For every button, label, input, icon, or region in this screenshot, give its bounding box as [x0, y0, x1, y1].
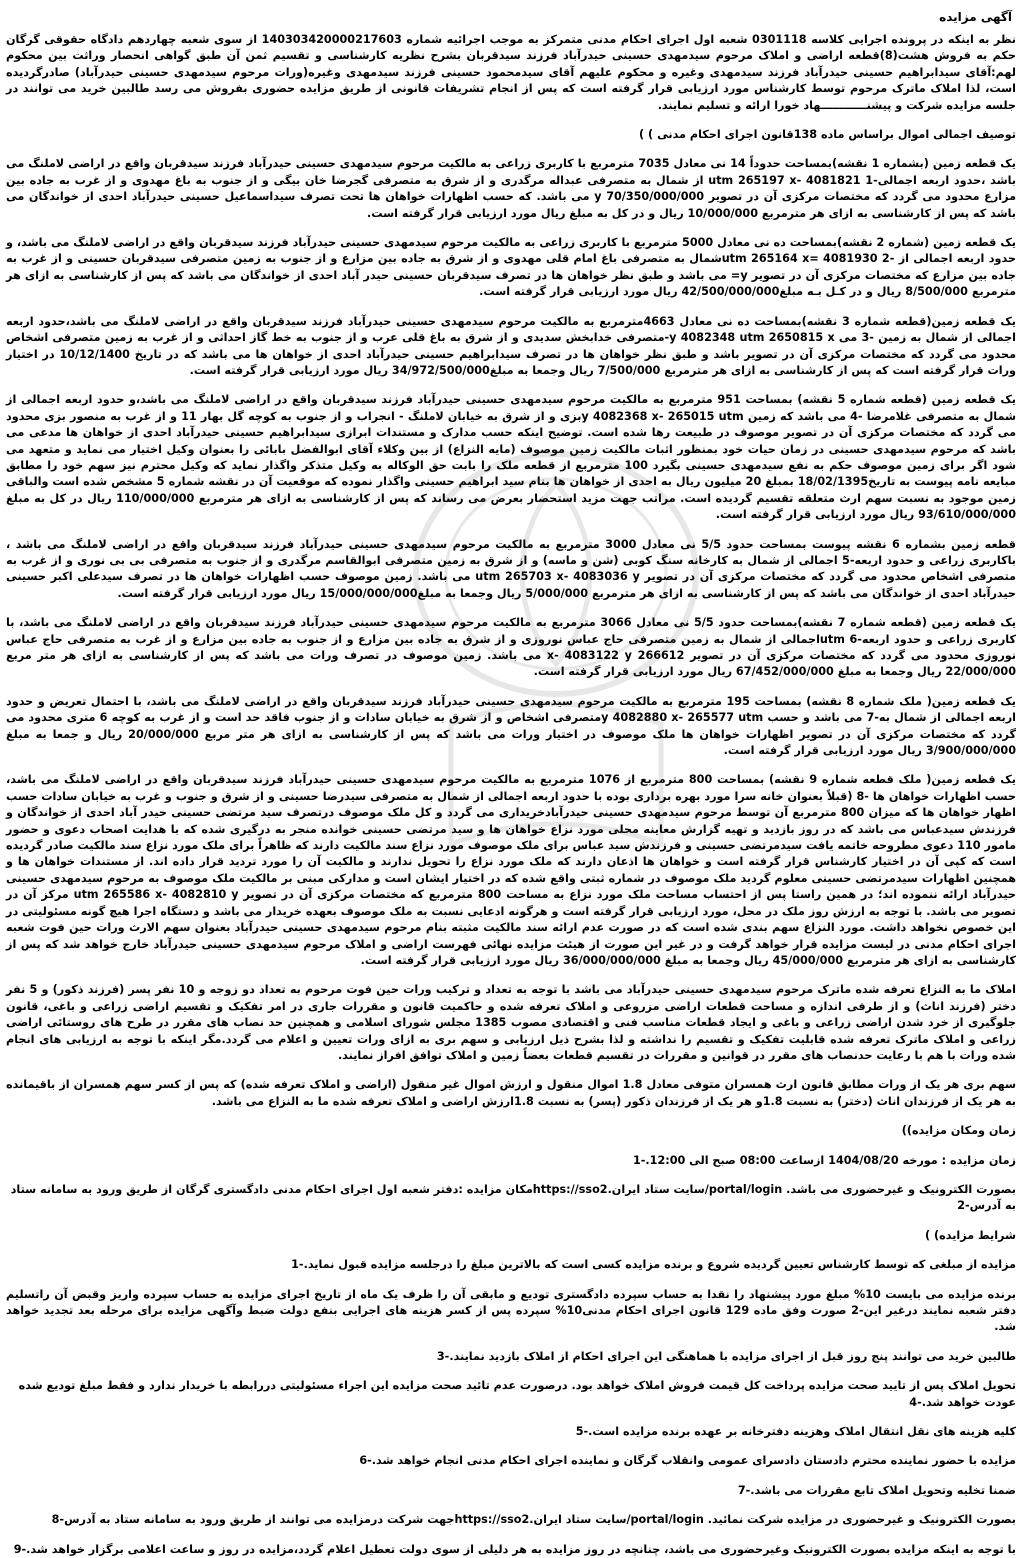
condition-1: مزایده از مبلغی که توسط کارشناس تعیین گردیده شروع و برنده مزایده کسی است که بالاترین مبلغ را درجلسه مزایده قبول نماید.-1	[291, 1258, 1016, 1272]
notice-title: آگهی مزایده	[939, 10, 1012, 24]
property-item-4: یک قطعه زمین (قطعه شماره 5 نقشه) بمساحت 951 مترمربع به مالکیت مرحوم سیدمهدی حسینی حیدرآباد فرزند سیدقربان واقع در اراضی لاملنگ می باشد،و حدود اربعه اجمالی از شمال به متصرفی غلامرضا -4 می باشد که زمین y 4082368 x- 265015 utmبزی و از شرق به خیابان لاملنگ - انجراب و از جنوب به کوچه گل بهار 11 و از غرب به منصور بزی محدود می گردد که مختصات مرکزی آن در تصویر موصوف در طبیعت رها شده است. توضیح اینکه حسب مدارک و مستندات ابرازی سیدابراهیم حسینی حیدرآباد احدی از خواهان ها مدعی می باشد که مرحوم سیدمهدی حسینی در زمان حیات خود بمنظور اثبات مالکیت زمین موصوف (مایه النزاع) از بین وکلاء آقای ابوالفضل بابائی را بعنوان وکیل اختیار می نماید و متعهد می شود اگر برای زمین موصوف حکم به نفع سیدمهدی حسینی بگیرد 100 مترمربع از قطعه ملک را بابت حق الوکاله به وکیل متذکر واگذار نماید که وکیل محترم نیز سهم خود را مطابق مبایعه نامه پیوست به تاریخ18/02/1395 بمبلغ 20 میلیون ریال به احدی از خواهان ها بنام سید ابراهیم حسینی واگذار نموده که موقعیت آن در نقشه شماره 5 مشخص شده است والباقی زمین موجود به نسبت سهم ارث متعلقه تقسیم گردیده است. مراتب جهت مزید استحضار بعرض می رساند که پس از کارشناسی به ازای هر مترمربع 110/000/000 ریال در کل به مبلغ 93/610/000/000 ریال مورد ارزیابی قرار گرفته است.	[6, 393, 1016, 522]
property-item-6: یک قطعه زمین (قطعه شماره 7 نقشه)بمساحت حدود 5/5 نی معادل 3066 مترمربع به مالکیت مرحوم سیدمهدی حسینی حیدرآباد فرزند سیدقربان واقع در اراضی لاملنگ می باشد، با کاربری زراعی و حدود اربعه-6 utmاجمالی از شمال به زمین متصرفی حاج عباس نوروزی و از شرق به جاده بین مزارع و از جنوب به جاده بین مزارع و از غرب به متصرفی حاج عباس نوروزی محدود می گردد که مختصات مرکزی آن در تصویر 266612 x- 4083122 y می باشد. زمین موصوف در تصرف ورات می باشد که پس از کارشناسی به ازای هر متر مربع 22/000/000 ریال وجمعا به مبلغ 67/452/000/000 ریال مورد ارزیابی قرار گرفته است.	[6, 616, 1016, 679]
property-item-5: قطعه زمین بشماره 6 نقشه پیوست بمساحت حدود 5/5 نی معادل 3000 مترمربع به مالکیت مرحوم سیدمهدی حسینی حیدرآباد فرزند سیدقربان واقع در اراضی لاملنگ می باشد ، باکاربری زراعی و حدود اربعه-5 اجمالی از شمال به کارخانه سنگ کوبی (شن و ماسه) و از شرق به زمین متصرفی ابوالقاسم مرگدری و از جنوب به متصرفی بی بی نوری و از غرب به متصرفی اشخاص محدود می گردد که مختصات مرکزی آن در تصویر utm 265703 x- 4083036 y می باشد. زمین موصوف حسب اظهارات خواهان ها در تصرف سیدعلی اکبر حسینی حیدرآباد احدی از خواندگان می باشد که پس از کارشناسی به ازای هر مترمربع 5/000/000 ریال وجمعا به مبلغ15/000/000/000 ریال مورد ارزیابی قرار گرفته است.	[6, 537, 1016, 600]
time-place-header: زمان ومکان مزایده))	[901, 1124, 1016, 1138]
auction-time: زمان مزایده : مورخه 1404/08/20 ازساعت 08:00 صبح الی 12:00.-1	[632, 1153, 1016, 1167]
condition-4: تحویل املاک پس از تایید صحت مزایده پرداخت کل قیمت فروش املاک خواهد بود. درصورت عدم تائید صحت مزایده این اجراء مسئولیتی دررابطه با خریدار ندارد و فقط مبلغ تودیع شده عودت خواهد شد.-4	[18, 1379, 1016, 1409]
condition-7: ضمنا تخلیه وتحویل املاک تابع مقررات می باشد.-7	[737, 1483, 1016, 1497]
condition-5: کلیه هزینه های نقل انتقال املاک وهزینه دفترخانه بر عهده برنده مزایده است.-5	[575, 1425, 1016, 1439]
auction-place: بصورت الکترونیک و غیرحضوری می باشد. portal/login/سایت ستاد ایران.https://sso2مکان مزایده :دفتر شعبه اول اجرای احکام مدنی دادگستری گرگان از طریق ورود به سامانه ستاد به آدرس-2	[10, 1182, 1016, 1213]
conditions-header: شرایط مزایده) )	[925, 1228, 1016, 1242]
condition-6: مزایده با حضور نماینده محترم دادستان دادسرای عمومی وانقلاب گرگان و نماینده اجرای احکام مدنی انجام خواهد شد.-6	[359, 1454, 1016, 1468]
property-item-3: یک قطعه زمین(قطعه شماره 3 نقشه)بمساحت ده نی معادل 4663مترمربع به مالکیت مرحوم سیدمهدی حسینی حیدرآباد فرزند سیدقربان واقع در اراضی لاملنگ می باشد،حدود اربعه اجمالی از شمال به زمین -3 می y 4082348 utm 2650815 x-متصرفی خدابخش سدیدی و از شرق به باغ قلی عرب و از جنوب به خط گاز احداثی و از غرب به زمین متصرفی اشخاص محدود می گردد که مختصات مرکزی آن در تصویر باشد و طبق نظر خواهان ها در تصرف سیدابراهیم حسینی حیدرآباد احدی از خواهان ها می باشد که در تاریخ 10/12/1400 در اختیار ورات قرار گرفته است که پس از کارشناسی به ازای هر مترمربع 7/500/000 ریال وجمعا به مبلغ34/972/500/000 ریال مورد ارزیابی قرار گرفته است.	[6, 314, 1016, 377]
condition-9: با توجه به اینکه مزایده بصورت الکترونیک وغیرحضوری می باشد، چنانچه در روز مزایده به هر دلیلی از سوی دولت تعطیل اعلام گردد،مزایده در روز و ساعت اعلامی برگزار خواهد شد.-9	[13, 1542, 1016, 1556]
shares-paragraph: سهم بری هر یک از ورات مطابق قانون ارث همسران متوفی معادل 1.8 اموال منقول و ارزش اموال غیر منقول (اراضی و املاک تعرفه شده) که پس از کسر سهم همسران از باقیمانده به هر یک از فرزندان اناث (دختر) به نسبت 1.8و هر یک از فرزندان ذکور (پسر) به نسبت 1.8ارزش اراضی و املاک تعرفه شده ما به النزاع می باشد.	[6, 1078, 1016, 1108]
property-item-1: یک قطعه زمین (بشماره 1 نقشه)بمساحت حدوداً 14 نی معادل 7035 مترمربع با کاربری زراعی به مالکیت مرحوم سیدمهدی حسینی حیدرآباد فرزند سیدقربان واقع در اراضی لاملنگ می باشد ،حدود اربعه اجمالی-1 utm 265197 x- 4081821 از شمال به متصرفی عبداله مرگدری و از شرق به متصرفی گجرضا خان بیگی و از جنوب به باغ مهدوی و از غرب به جاده بین مزارع محدود می گردد که مختصات مرکزی آن در تصویر y 70/350/000/000 می باشد. که حسب اظهارات خواهان ها تحت تصرف سیداسماعیل حسینی حیدرآباد احدی از خواندگان می باشد که پس از کارشناسی به ازای هر مترمربع 10/000/000 ریال و در کل به مبلغ ریال مورد ارزیابی قرار گرفته است.	[6, 157, 1017, 220]
intro-paragraph: نظر به اینکه در پرونده اجرایی کلاسه 0301118 شعبه اول اجرای احکام مدنی متمرکز به موجب اجرائیه شماره 140303420000217603 از سوی شعبه چهاردهم دادگاه حقوقی گرگان حکم به فروش هشت(8)قطعه اراضی و املاک مرحوم سیدمهدی حسینی حیدرآباد فرزند سیدقربان بشرح نظریه کارشناسی و تقسیم ثمن آن طبق گواهی انحصار وراثت بین محکوم لهم:آقای سیدابراهیم حسینی حیدرآباد فرزند سیدمهدی وغیره و محکوم علیهم آقای سیدمحمود حسینی فرزند سیدمهدی وغیره(ورات مرحوم سیدمهدی حسینی حیدرآباد) صادرگردیده است، لذا املاک ماترک مرحوم توسط کارشناس مورد ارزیابی قرار گرفته است که پس از انجام تشریفات قانونی از طریق مزایده حضوری بفروش می رسد طالبین خرید می توانند در جلسه مزایده شرکت و پیشنــــــــــــهاد خورا ارائه و تسلیم نمایند.	[6, 33, 1016, 112]
condition-3: طالبین خرید می توانند پنج روز قبل از اجرای مزایده با هماهنگی این اجرای احکام از املاک بازدید نمایند.-3	[436, 1349, 1016, 1363]
heirs-paragraph: املاک ما به النزاع تعرفه شده ماترک مرحوم سیدمهدی حسینی حیدرآباد می باشد با توجه به تعداد و ترکیب ورات حین فوت مرحوم به تعداد دو زوجه و 10 نفر پسر (فرزند ذکور) و 5 نفر دختر (فرزند اناث) و از طرفی اندازه و مساحت قطعات اراضی مزروعی و املاک تعرفه شده و حاکمیت قانون و مقررات جاری در امر تفکیک و تقسیم اراضی زراعی و باغی، قانون جلوگیری از خرد شدن اراضی زراعی و باغی و ایجاد قطعات مناسب فنی و اقتصادی مصوب 1385 مجلس شورای اسلامی و همچنین حد نصاب های مقرر در طرح های روستائی اراضی زراعی و املاک ماترک تعرفه شده قابلیت تفکیک و تقسیم را نداشته و لذا بشرح ذیل ارزیابی و سهم بری به ازای ورات تعیین و اعلام می گردد.مگر اینکه با توجه به ارزیابی های انجام شده ورات با هم با رعایت حدنصاب های مقرر در قوانین و مقررات در تقسیم قطعات بعضاً زمین و املاک توافق افراز نمایند.	[6, 983, 1017, 1062]
property-item-7: یک قطعه زمین( ملک شماره 8 نقشه) بمساحت 195 مترمربع به مالکیت مرحوم سیدمهدی حسینی حیدرآباد فرزند سیدقربان واقع در اراضی لاملنگ می باشد، با احتمال تعریض و حدود اربعه اجمالی از شمال به-7 می باشد و حسب y 4082880 x- 265577 utmمتصرفی اشخاص و از شرق به خیابان سادات و از جنوب فاقد حد است و از غرب به کوچه 6 متری محدود می گردد که مختصات مرکزی آن در تصویر اظهارات خواهان ها ملک موصوف در اختیار ورات می باشد که پس از کارشناسی به ازای هر متر مربع 20/000/000 ریال و جمعا به مبلغ 3/900/000/000 ریال مورد ارزیابی قرار گرفته است.	[6, 694, 1016, 758]
property-item-2: یک قطعه زمین (شماره 2 نقشه)بمساحت ده نی معادل 5000 مترمربع با کاربری زراعی به مالکیت مرحوم سیدمهدی حسینی حیدرآباد فرزند سیدقربان واقع در اراضی لاملنگ می باشد، و حدود اربعه اجمالی از -2 utm 265164 x= 4081930شمال به متصرفی باغ امام قلی مهدوی و از شرق به جاده بین مزارع و از جنوب به زمین متصرفی سیدقربان حسینی و از غرب به جاده بین مزارع که مختصات مرکزی آن در تصویر y= می باشد و طبق نظر خواهان ها در تصرف سیدقربان حسینی حیدر آباد احدی از خواندگان می باشد که پس از کارشناسی به ازای هر مترمربع 8/500/000 ریال و در کـل بـه مبلغ42/500/000/000 ریال مورد ارزیابی قرار گرفته است.	[6, 236, 1016, 299]
condition-2: برنده مزایده می بایست 10% مبلغ مورد پیشنهاد را نقدا به حساب سپرده دادگستری تودیع و مابقی آن را ظرف یک ماه از تاریخ اجرای مزایده به حساب سپرده واریز وقبض آن راتسلیم دفتر شعبه نمایند درغیر این-2 صورت وفق ماده 129 قانون اجرای احکام مدنی10% سپرده پس از کسر هزینه های اجرایی بنفع دولت ضبط وآگهی مزایده برای مرحله بعد تجدید خواهد شد.	[6, 1287, 1016, 1334]
condition-8: بصورت الکترونیک و غیرحضوری در مزایده شرکت نمائید. portal/login/سایت ستاد ایران.https://sso2جهت شرکت درمزایده می توانند از طریق ورود به سامانه ستاد به آدرس-8	[51, 1513, 1016, 1527]
property-item-8: یک قطعه زمین( ملک قطعه شماره 9 نقشه) بمساحت 800 مترمربع از 1076 مترمربع به مالکیت مرحوم سیدمهدی حسینی حیدرآباد فرزند سیدقربان واقع در اراضی لاملنگ می باشد، حسب اظهارات خواهان ها -8 (قبلاً بعنوان خانه سرا مورد بهره برداری بوده با حدود اربعه اجمالی از شمال به متصرفی سیدرضا حسینی و از شرق و جنوب و غرب به خیابان سادات حسب اظهار خواهان ها که میزان 800 مترمربع آن توسط مرحوم سیدمهدی حسینی حیدرآبادخریداری می گردد و کل ملک موصوف درتصرف سید مرتضی حسینی حیدر آباد احدی از خواندگان و فرزندش سیدعباس می باشد که در روز بازدید و تهیه گزارش معاینه محلی مورد نزاع خواهان ها و سید مرتضی حسینی خوانده منجر به درگیری شده که با هدایت اصحاب دعوی و حضور مامور 110 دعوی مطروحه خاتمه یافت سیدمرتضی حسینی و فرزندش سید عباس برای ملک موصوف مورد نزاع سند مالکیت دارند که ظاهراً برای ملک مورد نزاع سند مالکیت صادر گردیده است که کپی آن در اختیار کارشناس قرار گرفته است و خواهان ها اذعان دارند که ملک مورد نزاع را تحویل ندارند و مالکیت آن را مورد تردید قرار داده اند. از مستندات خواهان ها و همچنین اظهارات سیدمرتضی حسینی معلوم گردید ملک موصوف در شماره ثبتی واقع شده که در اختیار ایشان است و مدارکی مبنی بر مالکیت ملک موصوف به مرحوم سیدمهدی حسینی حیدرآباد ارائه ننموده اند؛ در همین راستا پس از احتساب مساحت ملک مورد نزاع به مساحت 800 مترمربع که مختصات مرکزی آن در تصویر utm 265586 x- 4082810 y مرکز آن در تصویر می باشد. با توجه به ارزش روز ملک در محل، مورد ارزیابی قرار گرفته است و هرگونه ادعایی نسبت به ملک موصوف بعهده خریدار می باشد و دستگاه اجرا هیچ گونه مسئولیتی در این خصوص نخواهد داشت. مورد النزاع سهم بندی شده است که در صورت عدم ارائه سند مالکیت مثبته بنام مرحوم سیدمهدی حسینی حیدرآباد بعنوان سهم الارث ورات حین فوت شعبه اجرای احکام مدنی در لیست مزایده قرار خواهد گرفت و در غیر این صورت از هیئت مزایده نهائی فهرست اراضی و املاک مرحوم سیدمهدی حسینی حیدرآباد خارج خواهد شد که پس از کارشناسی به ازای هر مترمربع 45/000/000 ریال وجمعا به مبلغ 36/000/000/000 ریال مورد ارزیابی قرار گرفته است.	[6, 773, 1016, 967]
notice-page	[6, 4, 1017, 1556]
description-header: توصیف اجمالی اموال براساس ماده 138قانون اجرای احکام مدنی ) )	[639, 128, 1016, 142]
